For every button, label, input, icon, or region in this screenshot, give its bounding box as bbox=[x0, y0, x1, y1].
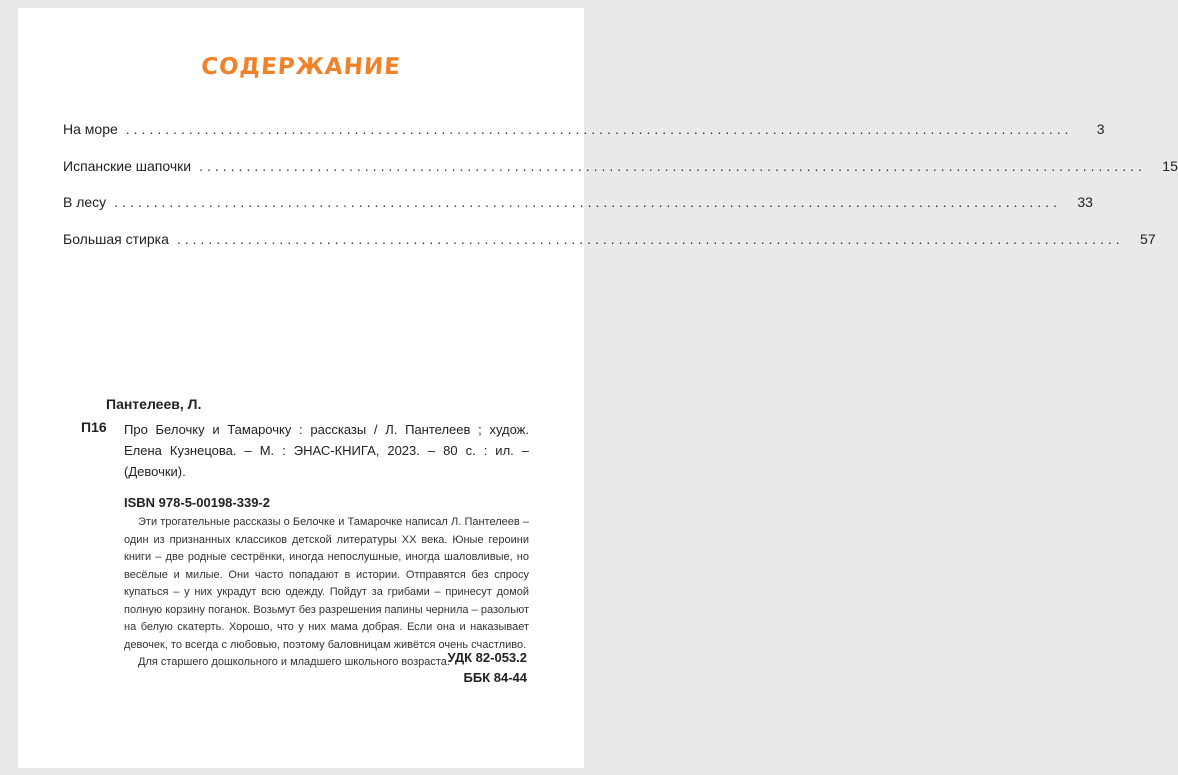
catalog-udk: УДК 82-053.2 bbox=[447, 650, 527, 665]
annotation-paragraph: Эти трогательные рассказы о Белочке и Тамарочке написал Л. Пантелеев – один из признанных классиков детской литературы XX века. Юные героини книги – две родные сестрёнки, иногда непослушные, иногда шаловливые, но весёлые и милые. Они часто попадают в истории. Отправятся без спросу купаться – у них украдут всю одежду. Пойдут за грибами – принесут домой полную корзину поганок. Возьмут без разрешения папины чернила – разольют на белую скатерть. Хорошо, что у них мама добрая. Если она и наказывает девочек, то всегда с любовью, поэтому баловницам живётся очень счастливо. bbox=[124, 516, 529, 651]
toc-item-label: Испанские шапочки bbox=[63, 157, 192, 174]
catalog-isbn: ISBN 978-5-00198-339-2 bbox=[124, 495, 270, 510]
toc-item bbox=[63, 194, 1093, 231]
toc-item-label: На море bbox=[63, 121, 118, 137]
catalog-bbk: ББК 84-44 bbox=[463, 670, 527, 685]
toc-leader-dots: ........................................................................................................................ bbox=[114, 194, 1061, 210]
toc-leader-dots: ........................................................................................................................ bbox=[199, 157, 1146, 174]
annotation-audience: Для старшего дошкольного и младшего школьного возраста. bbox=[138, 656, 450, 668]
catalog-annotation bbox=[124, 514, 529, 672]
toc-item-page: 57 bbox=[1140, 230, 1156, 247]
table-of-contents bbox=[63, 121, 1178, 267]
catalog-call-number: П16 bbox=[81, 419, 107, 435]
toc-item-page: 15 bbox=[1162, 157, 1178, 174]
catalog-author: Пантелеев, Л. bbox=[106, 396, 202, 412]
toc-item-page: 33 bbox=[1077, 194, 1093, 210]
toc-leader-dots: ........................................................................................................................ bbox=[176, 230, 1124, 247]
catalog-entry: Про Белочку и Тамарочку : рассказы / Л. Пантелеев ; худож. Елена Кузнецова. – М. : ЭНАС-КНИГА, 2023. – 80 с. : ил. – (Девочки). bbox=[124, 422, 529, 479]
toc-item-label: В лесу bbox=[63, 194, 107, 210]
toc-title: СОДЕРЖАНИЕ bbox=[200, 54, 402, 80]
toc-leader-dots: ........................................................................................................................ bbox=[125, 121, 1073, 137]
book-page bbox=[18, 8, 1178, 768]
toc-item-label: Большая стирка bbox=[63, 230, 169, 247]
toc-item-page: 3 bbox=[1096, 121, 1105, 137]
toc-item bbox=[63, 230, 1156, 268]
toc-item bbox=[63, 121, 1105, 158]
toc-item bbox=[63, 157, 1178, 195]
